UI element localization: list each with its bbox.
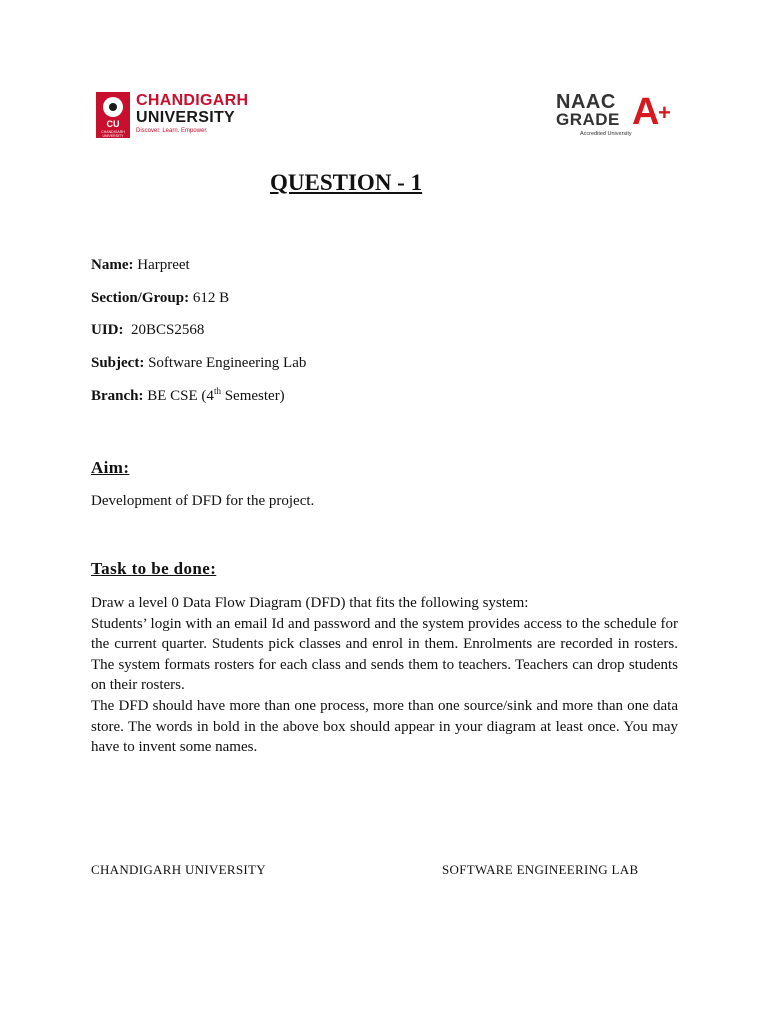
gear-icon xyxy=(103,97,123,117)
task-paragraph: Draw a level 0 Data Flow Diagram (DFD) that fits the following system: xyxy=(91,595,529,611)
task-description xyxy=(91,593,678,758)
cu-emblem-subtext: CHANDIGARH UNIVERSITY xyxy=(101,130,125,138)
cu-emblem-icon xyxy=(96,92,130,138)
detail-name xyxy=(91,256,190,274)
naac-grade-logo xyxy=(554,92,684,140)
task-heading: Task to be done: xyxy=(91,559,217,578)
aim-text: Development of DFD for the project. xyxy=(91,493,315,509)
detail-label: Section/Group: xyxy=(91,290,190,306)
university-name-line2: UNIVERSITY xyxy=(136,109,236,126)
university-name-line1: CHANDIGARH xyxy=(136,92,249,109)
detail-label: Branch: xyxy=(91,388,144,404)
detail-section-group xyxy=(91,289,229,307)
naac-grade-letter: A xyxy=(632,91,660,133)
detail-subject xyxy=(91,354,306,372)
detail-value-prefix: BE CSE (4 xyxy=(143,388,214,404)
detail-value-suffix: Semester) xyxy=(220,388,285,404)
chandigarh-university-logo xyxy=(96,92,256,140)
naac-accredited-text: Accredited University xyxy=(580,131,632,137)
detail-label: UID: xyxy=(91,322,124,338)
detail-label: Name: xyxy=(91,257,134,273)
footer-subject: SOFTWARE ENGINEERING LAB xyxy=(442,862,639,877)
detail-value: Software Engineering Lab xyxy=(144,355,307,371)
footer-university: CHANDIGARH UNIVERSITY xyxy=(91,862,266,877)
detail-uid xyxy=(91,321,204,339)
cu-emblem-letters: CU xyxy=(106,119,120,129)
detail-branch xyxy=(91,387,285,405)
detail-value: 612 B xyxy=(189,290,230,306)
naac-text: NAAC xyxy=(556,91,616,113)
university-tagline: Discover. Learn. Empower. xyxy=(136,128,208,134)
detail-value: Harpreet xyxy=(133,257,190,273)
page-title: QUESTION - 1 xyxy=(270,170,423,195)
naac-plus-sign: + xyxy=(658,100,671,125)
task-paragraph: Students’ login with an email Id and password and the system provides access to the schedule for the current quarter. Students pick classes and enrol in them. Enrolments are recorded in rosters. The system formats rosters for each class and sends them to teachers. Teachers can drop students on their rosters. xyxy=(91,615,678,694)
detail-label: Subject: xyxy=(91,355,145,371)
naac-grade-text: GRADE xyxy=(556,110,620,129)
aim-heading: Aim: xyxy=(91,458,130,477)
task-paragraph: The DFD should have more than one process, more than one source/sink and more than one data store. The words in bold in the above box should appear in your diagram at least once. You may have to invent some names. xyxy=(91,697,678,756)
detail-value: 20BCS2568 xyxy=(123,322,205,338)
detail-value-superscript: th xyxy=(213,386,221,396)
